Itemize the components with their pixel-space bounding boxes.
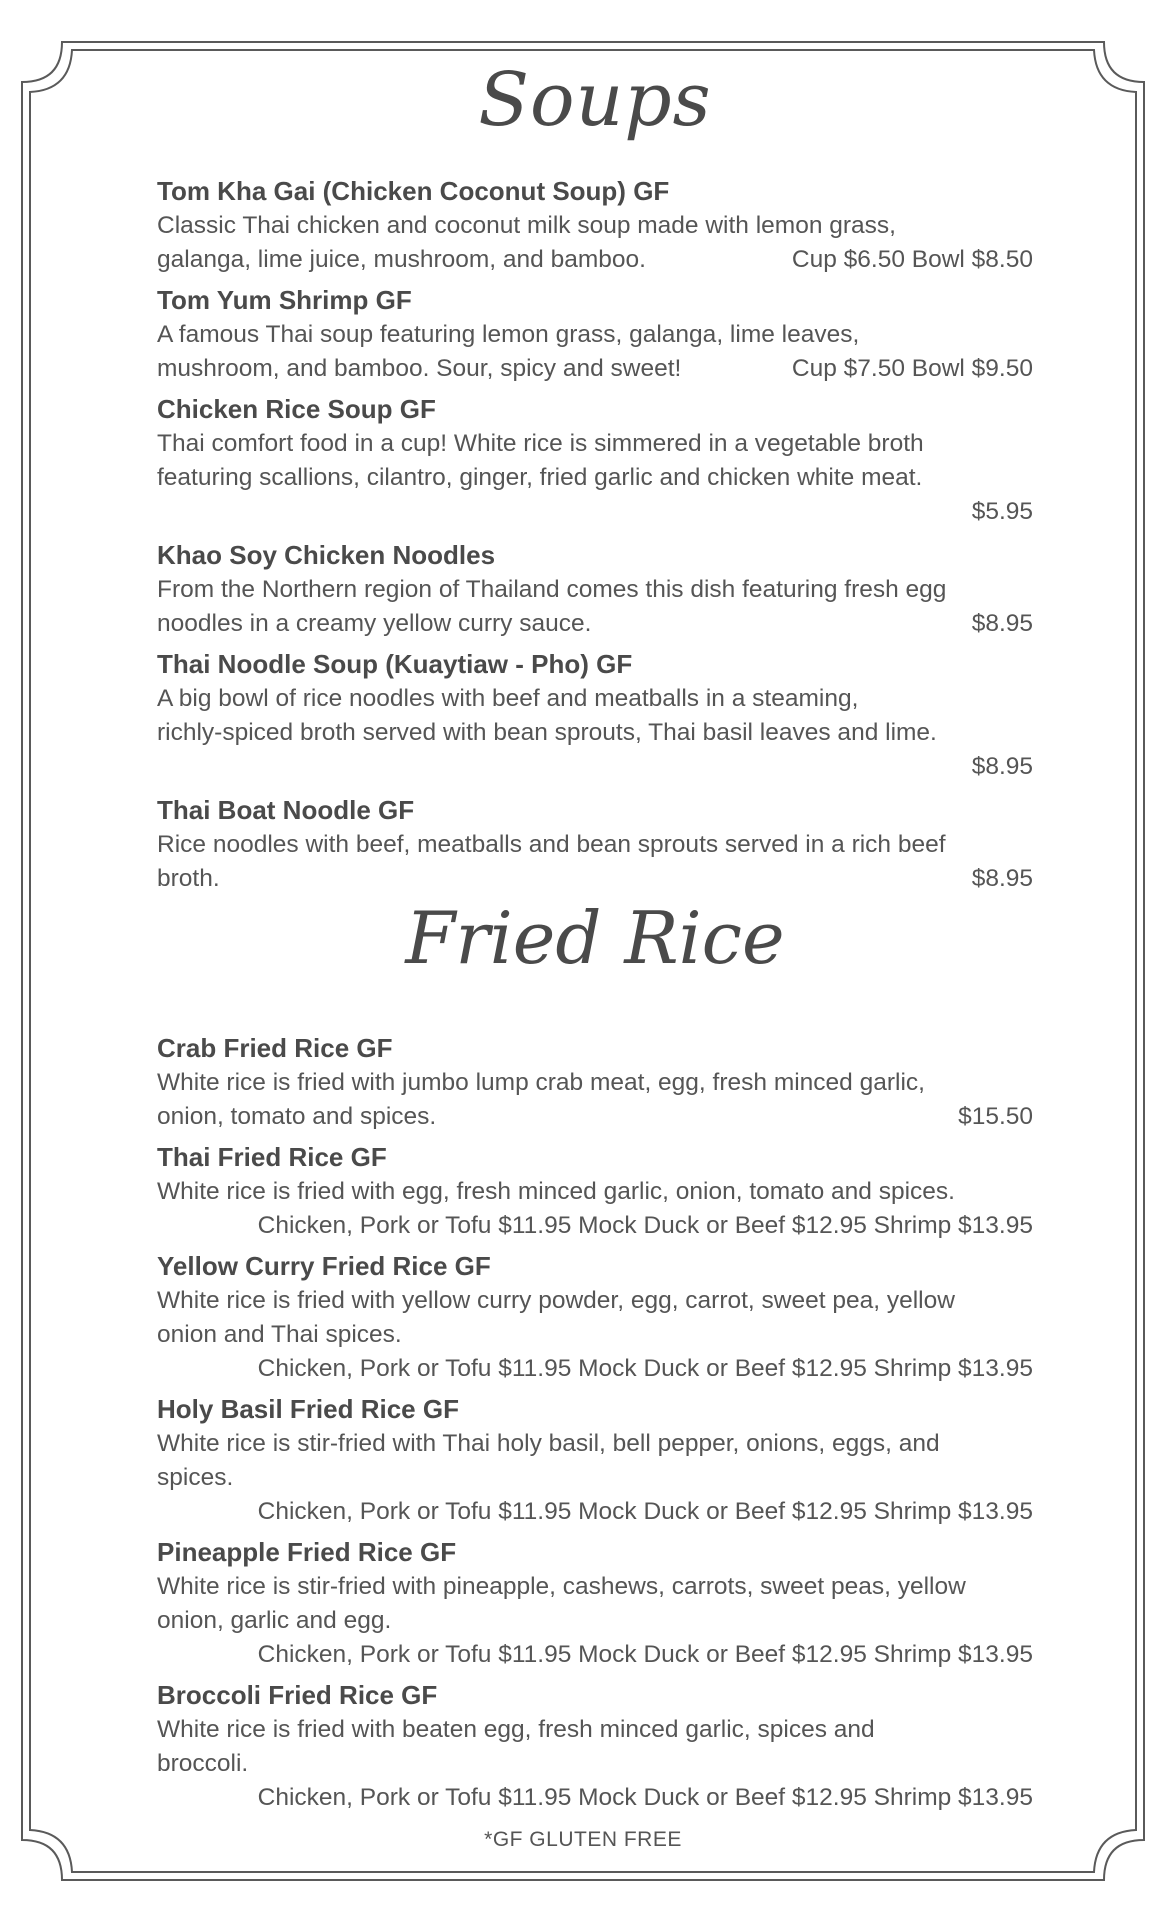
desc-line xyxy=(157,352,1033,386)
item-description xyxy=(157,318,1033,386)
item-description xyxy=(157,1427,1033,1495)
desc-line: White rice is fried with yellow curry powder, egg, carrot, sweet pea, yellow xyxy=(157,1287,955,1314)
item-name: Chicken Rice Soup GF xyxy=(157,394,436,424)
menu-item xyxy=(157,1391,1033,1529)
soups-section xyxy=(157,173,1033,896)
item-price: Cup $6.50 Bowl $8.50 xyxy=(791,246,1033,273)
desc-text: noodles in a creamy yellow curry sauce. xyxy=(157,610,592,637)
desc-line: Classic Thai chicken and coconut milk soup made with lemon grass, xyxy=(157,212,896,239)
desc-line: White rice is fried with beaten egg, fresh minced garlic, spices and xyxy=(157,1716,875,1743)
desc-line: onion and Thai spices. xyxy=(157,1321,402,1348)
item-price: Chicken, Pork or Tofu $11.95 Mock Duck or Beef $12.95 Shrimp $13.95 xyxy=(257,1355,1033,1382)
desc-line: White rice is fried with jumbo lump crab meat, egg, fresh minced garlic, xyxy=(157,1069,925,1096)
desc-line: broccoli. xyxy=(157,1750,249,1777)
desc-line: richly-spiced broth served with bean sprouts, Thai basil leaves and lime. xyxy=(157,719,937,746)
item-description xyxy=(157,209,1033,277)
menu-item xyxy=(157,646,1033,784)
item-name: Yellow Curry Fried Rice GF xyxy=(157,1251,491,1281)
item-price: Chicken, Pork or Tofu $11.95 Mock Duck or Beef $12.95 Shrimp $13.95 xyxy=(257,1498,1033,1525)
item-name: Holy Basil Fried Rice GF xyxy=(157,1394,459,1424)
item-description xyxy=(157,682,1033,750)
menu-item xyxy=(157,1139,1033,1243)
item-name: Khao Soy Chicken Noodles xyxy=(157,540,496,570)
item-name: Tom Kha Gai (Chicken Coconut Soup) GF xyxy=(157,176,670,206)
menu-item xyxy=(157,1677,1033,1815)
desc-text: mushroom, and bamboo. Sour, spicy and sweet! xyxy=(157,355,682,382)
item-price: Cup $7.50 Bowl $9.50 xyxy=(791,355,1033,382)
item-price: $8.95 xyxy=(971,865,1033,892)
item-description xyxy=(157,427,1033,495)
item-price: $5.95 xyxy=(971,498,1033,525)
item-name: Broccoli Fried Rice GF xyxy=(157,1680,438,1710)
item-description xyxy=(157,828,1033,896)
desc-line: Rice noodles with beef, meatballs and bean sprouts served in a rich beef xyxy=(157,831,946,858)
desc-line xyxy=(157,1100,1033,1134)
desc-line xyxy=(157,607,1033,641)
item-name: Crab Fried Rice GF xyxy=(157,1033,393,1063)
menu-item xyxy=(157,1534,1033,1672)
item-name: Thai Boat Noodle GF xyxy=(157,795,415,825)
desc-line: White rice is stir-fried with Thai holy basil, bell pepper, onions, eggs, and xyxy=(157,1430,940,1457)
desc-text: broth. xyxy=(157,865,220,892)
fried-rice-heading: Fried Rice xyxy=(405,896,785,980)
item-price: Chicken, Pork or Tofu $11.95 Mock Duck or Beef $12.95 Shrimp $13.95 xyxy=(257,1212,1033,1239)
desc-line xyxy=(157,243,1033,277)
desc-line: onion, garlic and egg. xyxy=(157,1607,392,1634)
item-description xyxy=(157,1284,1033,1352)
menu-item xyxy=(157,391,1033,529)
desc-text: galanga, lime juice, mushroom, and bamboo. xyxy=(157,246,646,273)
desc-line: featuring scallions, cilantro, ginger, fried garlic and chicken white meat. xyxy=(157,464,923,491)
item-name: Pineapple Fried Rice GF xyxy=(157,1537,457,1567)
desc-text: onion, tomato and spices. xyxy=(157,1103,437,1130)
item-description xyxy=(157,1713,1033,1781)
menu-item xyxy=(157,173,1033,277)
desc-line xyxy=(157,862,1033,896)
item-name: Thai Noodle Soup (Kuaytiaw - Pho) GF xyxy=(157,649,633,679)
menu-item xyxy=(157,537,1033,641)
desc-line: A big bowl of rice noodles with beef and meatballs in a steaming, xyxy=(157,685,859,712)
desc-line: A famous Thai soup featuring lemon grass, galanga, lime leaves, xyxy=(157,321,860,348)
item-price: $15.50 xyxy=(958,1103,1033,1130)
desc-line: White rice is fried with egg, fresh minced garlic, onion, tomato and spices. xyxy=(157,1178,955,1205)
desc-line: White rice is stir-fried with pineapple, cashews, carrots, sweet peas, yellow xyxy=(157,1573,966,1600)
item-name: Thai Fried Rice GF xyxy=(157,1142,387,1172)
desc-line: spices. xyxy=(157,1464,234,1491)
gluten-free-note: *GF GLUTEN FREE xyxy=(484,1828,682,1851)
soups-heading: Soups xyxy=(478,57,712,143)
menu-item xyxy=(157,792,1033,896)
fried-rice-section xyxy=(157,1030,1033,1815)
menu-item xyxy=(157,282,1033,386)
desc-line: Thai comfort food in a cup! White rice is simmered in a vegetable broth xyxy=(157,430,924,457)
item-description xyxy=(157,1175,1033,1209)
menu-item xyxy=(157,1248,1033,1386)
item-price: $8.95 xyxy=(971,610,1033,637)
item-description xyxy=(157,1066,1033,1134)
item-description xyxy=(157,573,1033,641)
item-name: Tom Yum Shrimp GF xyxy=(157,285,412,315)
item-price: $8.95 xyxy=(971,753,1033,780)
item-price: Chicken, Pork or Tofu $11.95 Mock Duck or Beef $12.95 Shrimp $13.95 xyxy=(257,1641,1033,1668)
menu-item xyxy=(157,1030,1033,1134)
desc-line: From the Northern region of Thailand comes this dish featuring fresh egg xyxy=(157,576,947,603)
item-price: Chicken, Pork or Tofu $11.95 Mock Duck or Beef $12.95 Shrimp $13.95 xyxy=(257,1784,1033,1811)
item-description xyxy=(157,1570,1033,1638)
menu-content xyxy=(157,55,1033,1820)
